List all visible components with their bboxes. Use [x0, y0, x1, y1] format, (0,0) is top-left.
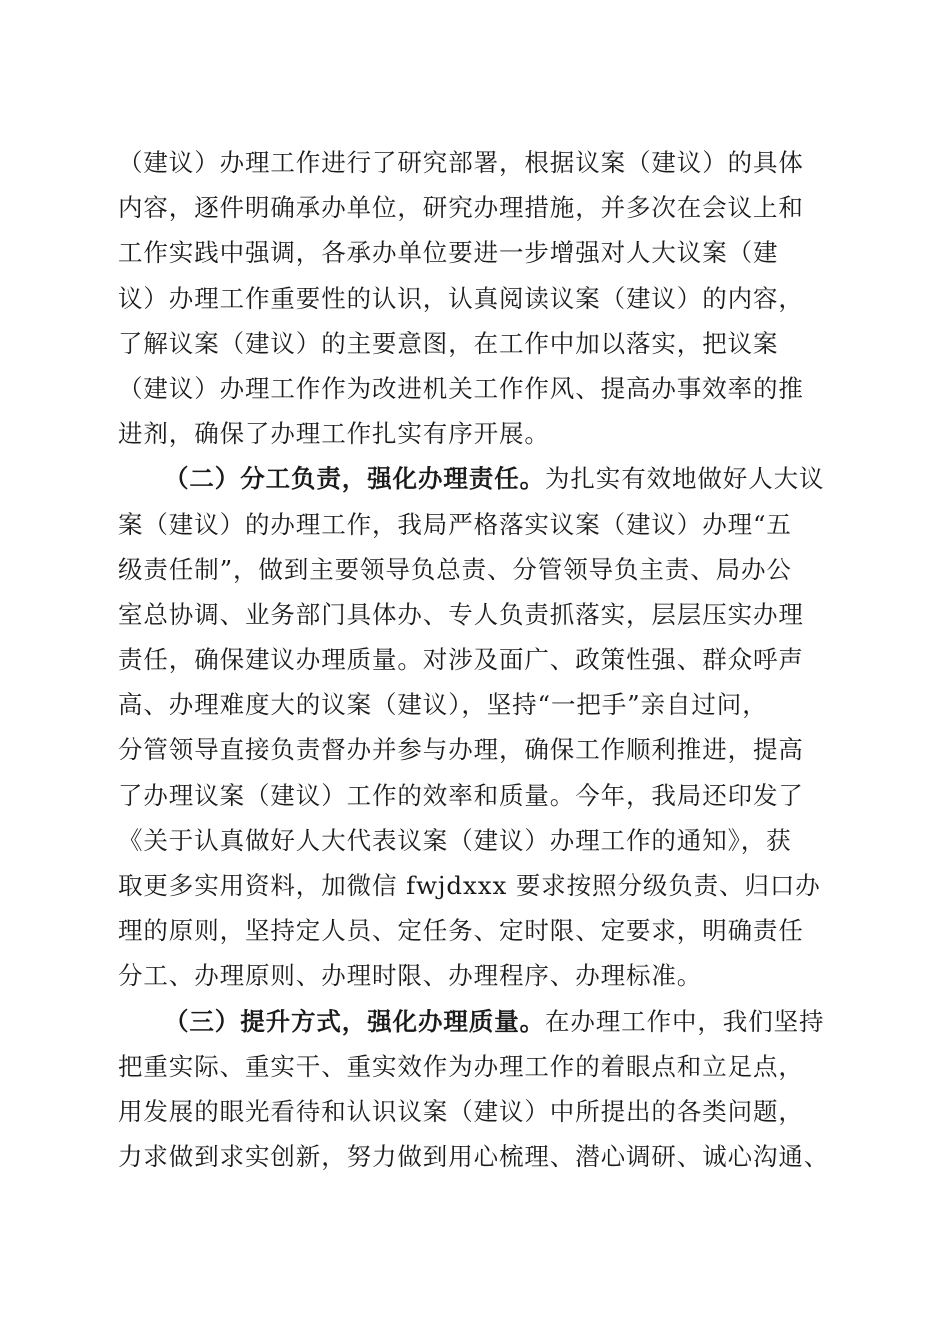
paragraph-first-line — [118, 999, 838, 1044]
text-line: 把重实际、重实干、重实效作为办理工作的着眼点和立足点， — [118, 1051, 804, 1081]
text-line: 工作实践中强调，各承办单位要进一步增强对人大议案（建 — [118, 238, 779, 268]
text-line: 取更多实用资料，加微信 fwjdxxx 要求按照分级负责、归口办 — [118, 871, 821, 900]
text-span: 在办理工作中，我们坚持 — [545, 1006, 825, 1036]
text-line: 进剂，确保了办理工作扎实有序开展。 — [118, 419, 550, 449]
text-line: 议）办理工作重要性的认识，认真阅读议案（建议）的内容， — [118, 283, 804, 313]
text-line: 案（建议）的办理工作，我局严格落实议案（建议）办理“五 — [118, 509, 792, 539]
text-line: 分管领导直接负责督办并参与办理，确保工作顺利推进，提高 — [118, 735, 804, 765]
text-line: 了解议案（建议）的主要意图，在工作中加以落实，把议案 — [118, 328, 779, 358]
section-heading: （二）分工负责，强化办理责任。 — [164, 464, 545, 494]
text-line: 分工、办理原则、办理时限、办理程序、办理标准。 — [118, 961, 703, 991]
text-line: 了办理议案（建议）工作的效率和质量。今年，我局还印发了 — [118, 780, 804, 810]
paragraph-first-line — [118, 456, 838, 501]
text-line: 用发展的眼光看待和认识议案（建议）中所提出的各类问题， — [118, 1096, 804, 1126]
text-line: 力求做到求实创新，努力做到用心梳理、潜心调研、诚心沟通、 — [118, 1142, 830, 1172]
text-line: 理的原则，坚持定人员、定任务、定时限、定要求，明确责任 — [118, 916, 804, 946]
text-span: 为扎实有效地做好人大议 — [545, 464, 825, 494]
text-line: 高、办理难度大的议案（建议），坚持“一把手”亲自过问， — [118, 690, 768, 720]
text-line: 内容，逐件明确承办单位，研究办理措施，并多次在会议上和 — [118, 193, 804, 223]
text-line: 级责任制”，做到主要领导负总责、分管领导负主责、局办公 — [118, 554, 792, 584]
text-line: （建议）办理工作进行了研究部署，根据议案（建议）的具体 — [118, 148, 804, 177]
section-heading: （三）提升方式，强化办理质量。 — [164, 1006, 545, 1036]
text-line: 《关于认真做好人大代表议案（建议）办理工作的通知》，获 — [118, 825, 792, 855]
text-line: 责任，确保建议办理质量。对涉及面广、政策性强、群众呼声 — [118, 645, 804, 675]
text-line: 室总协调、业务部门具体办、专人负责抓落实，层层压实办理 — [118, 599, 804, 629]
document-body — [118, 140, 838, 1179]
text-line: （建议）办理工作作为改进机关工作作风、提高办事效率的推 — [118, 373, 804, 403]
